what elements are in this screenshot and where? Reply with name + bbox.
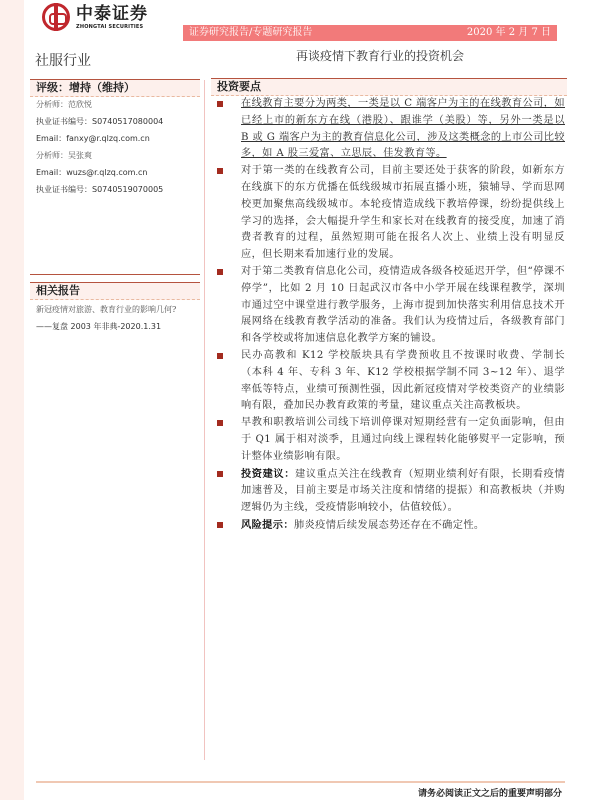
- industry-label: 社服行业: [35, 53, 91, 69]
- bullet-icon: [217, 101, 223, 107]
- related-reports: [36, 301, 201, 335]
- related-reports-header: 相关报告: [30, 282, 200, 300]
- investment-advice-label: 投资建议：: [241, 467, 296, 480]
- divider: [30, 274, 200, 275]
- key-points-header: 投资要点: [211, 78, 567, 96]
- bullet-icon: [217, 353, 223, 359]
- analyst-info: [36, 96, 201, 198]
- list-item: 对于第一类的在线教育公司，目前主要还处于获客的阶段，如新东方在线旗下的东方优播在低线级城市拓展直播小班，猿辅导、学而思网校更加聚焦高线级城市。本轮疫情造成线下教培停课，纷纷提供线上学习的选择，会大幅提升学生和家长对在线教育的接受度，加速了消费者教育的过程，虽然短期可能在报名人次上、业绩上没有明显反应，但长期来看加速行业的发展。: [212, 163, 567, 264]
- report-title: 再谈疫情下教育行业的投资机会: [295, 49, 464, 63]
- report-date: 2020 年 2 月 7 日: [466, 27, 551, 38]
- company-logo: [42, 3, 148, 31]
- bullet-icon: [217, 269, 223, 275]
- footer-divider: [36, 781, 565, 783]
- analyst-line: 执业证书编号：S0740517080004: [36, 117, 164, 126]
- logo-name-en: ZHONGTAI SECURITIES: [76, 23, 144, 30]
- key-points-list: [212, 96, 567, 535]
- related-report-date: ——复盘 2003 年非典-2020.1.31: [36, 322, 162, 331]
- analyst-line: 分析师：范欣悦: [36, 100, 92, 109]
- bullet-icon: [217, 420, 223, 426]
- analyst-email[interactable]: Email：fanxy@r.qlzq.com.cn: [36, 134, 150, 143]
- analyst-line: 执业证书编号：S0740519070005: [36, 185, 164, 194]
- analyst-email[interactable]: Email：wuzs@r.qlzq.com.cn: [36, 168, 148, 177]
- logo-mark-icon: [42, 3, 70, 31]
- report-banner: [183, 25, 557, 41]
- rating-header: 评级：增持（维持）: [30, 79, 200, 97]
- page-margin-strip: [0, 0, 24, 800]
- column-divider: [204, 80, 205, 760]
- list-item: 民办高教和 K12 学校版块具有学费预收且不按课时收费、学制长（本科 4 年、专科 3 年、K12 学校根据学制不同 3~12 年）、退学率低等特点，业绩可预测性强，因此新冠疫情对学校类资产的业绩影响有限，叠加民办教育政策的考量，建议重点关注高教板块。: [212, 348, 567, 415]
- report-type: 证券研究报告/专题研究报告: [189, 27, 313, 38]
- bullet-icon: [217, 471, 223, 477]
- logo-name-cn: 中泰证券: [76, 3, 148, 24]
- list-item: 投资建议：建议重点关注在线教育（短期业绩利好有限，长期看疫情加速普及，目前主要是市场关注度和情绪的提振）和高教板块（并购逻辑仍为主线，受疫情影响较小，估值较低）。: [212, 466, 567, 517]
- list-item: 早教和职教培训公司线下培训停课对短期经营有一定负面影响，但由于 Q1 属于相对淡季，且通过向线上课程转化能够熨平一定影响，预计整体业绩影响有限。: [212, 415, 567, 465]
- list-item: 在线教育主要分为两类，一类是以 C 端客户为主的在线教育公司，如已经上市的新东方在线（港股）、跟谁学（美股）等，另外一类是以 B 或 G 端客户为主的教育信息化公司，涉及这类概念的上市公司比较多，如 A 股三爱富、立思辰、佳发教育等。: [212, 96, 567, 163]
- footer-note: 请务必阅读正文之后的重要声明部分: [417, 789, 562, 799]
- bullet-icon: [217, 522, 223, 528]
- list-item: 对于第二类教育信息化公司，疫情造成各级各校延迟开学，但“停课不停学”，比如 2 月 10 日起武汉市各中小学开展在线课程教学，深圳市通过空中课堂进行教学服务，上海市提到加快落实利用信息技术开展网络在线教育教学活动的准备。我们认为疫情过后，各级教育部门和各学校或将加速信息化教学方案的铺设。: [212, 264, 567, 348]
- related-report-link[interactable]: 新冠疫情对旅游、教育行业的影响几何?: [36, 305, 177, 314]
- list-item: 风险提示：肺炎疫情后续发展态势还存在不确定性。: [212, 517, 567, 535]
- risk-warning-label: 风险提示：: [241, 518, 294, 531]
- analyst-line: 分析师：吴张爽: [36, 151, 92, 160]
- bullet-icon: [217, 168, 223, 174]
